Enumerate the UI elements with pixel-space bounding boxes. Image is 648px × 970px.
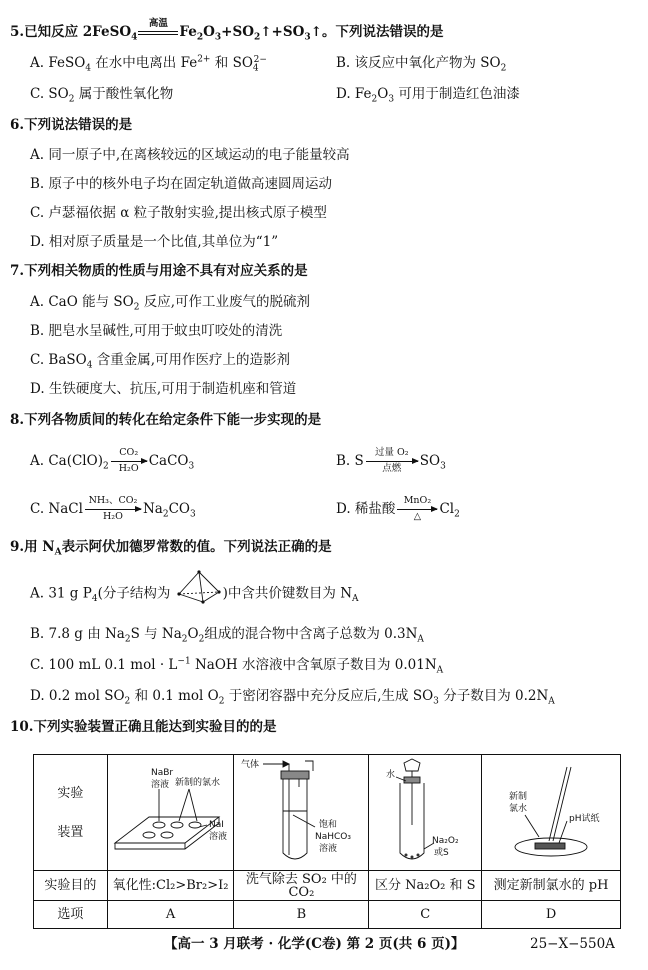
question-6: 6.下列说法错误的是 bbox=[10, 117, 133, 133]
svg-text:pH试纸: pH试纸 bbox=[569, 814, 600, 824]
table-row bbox=[34, 871, 621, 901]
q7-option-d: D. 生铁硬度大、抗压,可用于制造机座和管道 bbox=[30, 381, 297, 397]
reaction-condition: 高温 bbox=[138, 31, 178, 35]
question-8: 8.下列各物质间的转化在给定条件下能一步实现的是 bbox=[10, 412, 322, 428]
q7-option-c: C. BaSO$_4$ 含重金属,可用作医疗上的造影剂 bbox=[30, 352, 291, 371]
option-d: D bbox=[482, 901, 621, 929]
option-b: B bbox=[234, 901, 369, 929]
q5-option-d: D. $Fe_2O_3$ 可用于制造红色油漆 bbox=[336, 86, 520, 105]
q9-option-b: B. 7.8 g 由 $Na_2S$ 与 $Na_2O_2$组成的混合物中含离子总数为 $0.3N_A$ bbox=[30, 626, 424, 645]
arrow: $\frac{\text{NH₃、CO₂}}{\text{H₂O}}$ bbox=[85, 509, 141, 510]
ph-test-diagram bbox=[483, 755, 619, 867]
table-row bbox=[34, 755, 621, 871]
q8-option-c: C. NaCl $\frac{\text{NH₃、CO₂}}{\text{H₂O}}$ $Na_2CO_3$ bbox=[30, 495, 196, 522]
svg-text:NaI: NaI bbox=[208, 820, 224, 830]
arrow: $\frac{\text{CO₂}}{\text{H₂O}}$ bbox=[111, 461, 147, 462]
q7-option-a: A. CaO 能与 $SO_2$ 反应,可作工业废气的脱硫剂 bbox=[30, 294, 311, 313]
arrow: 过量 O₂ 点燃 bbox=[366, 461, 418, 462]
question-7: 7.下列相关物质的性质与用途不具有对应关系的是 bbox=[10, 263, 308, 279]
option-c: C bbox=[369, 901, 482, 929]
svg-text:饱和: 饱和 bbox=[319, 820, 338, 830]
q6-option-d: D. 相对原子质量是一个比值,其单位为“1” bbox=[30, 234, 279, 250]
q5-option-a: A. FeSO$_4$ 在水中电离出 $Fe^{2+}$ 和 $SO_4^{2-}$ bbox=[30, 54, 267, 74]
question-10: 10.下列实验装置正确且能达到实验目的的是 bbox=[10, 719, 277, 735]
question-5: 5.已知反应 2FeSO$_4$ 高温 $Fe_2O_3+SO_2↑+SO_3↑$。下列说法错误的是 bbox=[10, 17, 444, 43]
footer-page-info: 【高一 3 月联考 · 化学(C卷) 第 2 页(共 6 页)】 bbox=[164, 936, 465, 952]
q5-option-b: B. 该反应中氧化产物为 $SO_2$ bbox=[336, 55, 507, 74]
svg-text:气体: 气体 bbox=[241, 760, 260, 770]
footer-code: 25−X−550A bbox=[530, 936, 615, 952]
table-row bbox=[34, 901, 621, 929]
test-tube-funnel-diagram bbox=[370, 755, 480, 867]
well-plate-diagram bbox=[109, 755, 233, 867]
gas-washing-tube-diagram bbox=[235, 755, 367, 867]
purpose-d: 测定新制氯水的 pH bbox=[482, 871, 621, 901]
apparatus-b bbox=[234, 755, 369, 871]
option-a: A bbox=[107, 901, 234, 929]
svg-text:溶液: 溶液 bbox=[319, 844, 338, 854]
apparatus-c bbox=[369, 755, 482, 871]
p4-tetrahedron-icon bbox=[177, 570, 221, 604]
svg-text:或S: 或S bbox=[434, 848, 449, 858]
q6-option-b: B. 原子中的核外电子均在固定轨道做高速圆周运动 bbox=[30, 176, 333, 192]
svg-text:溶液: 溶液 bbox=[150, 780, 169, 790]
question-9: 9.用 $N_A$表示阿伏加德罗常数的值。下列说法正确的是 bbox=[10, 539, 332, 558]
svg-text:Na₂O₂: Na₂O₂ bbox=[432, 836, 459, 846]
q6-option-c: C. 卢瑟福依据 α 粒子散射实验,提出核式原子模型 bbox=[30, 205, 327, 221]
experiment-table bbox=[33, 754, 621, 929]
q8-option-d: D. 稀盐酸 MnO₂ △ $Cl_2$ bbox=[336, 495, 460, 522]
svg-text:NaBr: NaBr bbox=[150, 768, 173, 778]
q7-option-b: B. 肥皂水呈碱性,可用于蚊虫叮咬处的清洗 bbox=[30, 323, 283, 339]
svg-text:水: 水 bbox=[386, 770, 396, 780]
purpose-a: 氧化性:Cl₂>Br₂>I₂ bbox=[107, 871, 234, 901]
purpose-b: 洗气除去 SO₂ 中的 CO₂ bbox=[234, 871, 369, 901]
row-label-apparatus: 实验 装置 bbox=[34, 755, 108, 871]
q9-option-a: A. 31 g $P_4$(分子结构为 )中含共价键数目为 $N_A$ bbox=[30, 584, 359, 604]
q9-option-c: C. 100 mL 0.1 mol · $L^{-1}$ NaOH 水溶液中含氧原子数目为 $0.01N_A$ bbox=[30, 656, 444, 676]
row-label-purpose: 实验目的 bbox=[34, 871, 108, 901]
svg-text:溶液: 溶液 bbox=[208, 832, 227, 842]
apparatus-d bbox=[482, 755, 621, 871]
svg-text:新制的氯水: 新制的氯水 bbox=[174, 778, 220, 788]
svg-text:NaHCO₃: NaHCO₃ bbox=[315, 832, 352, 842]
q6-option-a: A. 同一原子中,在离核较远的区域运动的电子能量较高 bbox=[30, 147, 350, 163]
purpose-c: 区分 Na₂O₂ 和 S bbox=[369, 871, 482, 901]
q9-option-d: D. 0.2 mol $SO_2$ 和 0.1 mol $O_2$ 于密闭容器中充分反应后,生成 $SO_3$ 分子数目为 $0.2N_A$ bbox=[30, 688, 555, 707]
q8-option-a: A. $Ca(ClO)_2$ $\frac{\text{CO₂}}{\text{H₂O}}$ CaCO$_3$ bbox=[30, 447, 195, 474]
arrow: MnO₂ △ bbox=[397, 509, 437, 510]
q5-option-c: C. $SO_2$ 属于酸性氧化物 bbox=[30, 86, 174, 105]
svg-text:氯水: 氯水 bbox=[509, 804, 528, 814]
apparatus-a bbox=[107, 755, 234, 871]
row-label-option: 选项 bbox=[34, 901, 108, 929]
q8-option-b: B. S 过量 O₂ 点燃 $SO_3$ bbox=[336, 447, 446, 474]
svg-text:新制: 新制 bbox=[509, 792, 528, 802]
